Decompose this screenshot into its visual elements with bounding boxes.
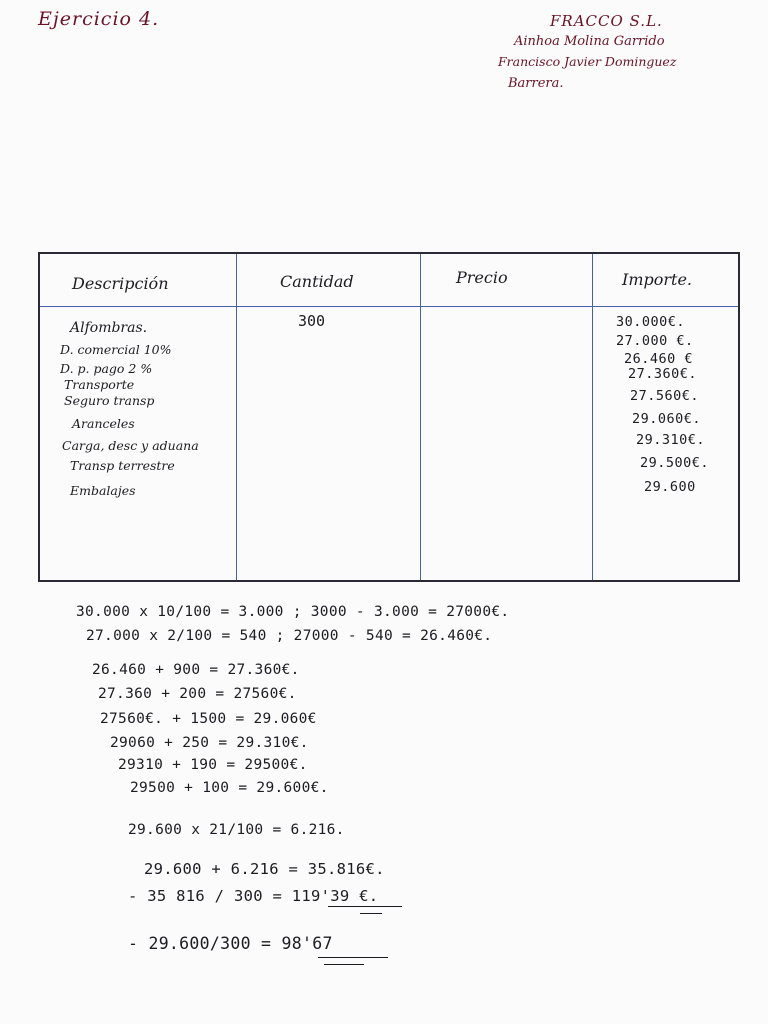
calculation-line: 27.360 + 200 = 27560€. xyxy=(98,686,297,702)
calculation-line: 27560€. + 1500 = 29.060€ xyxy=(100,711,317,727)
quantity-value: 300 xyxy=(298,312,326,330)
header-cantidad: Cantidad xyxy=(280,272,354,291)
importe-value: 29.310€. xyxy=(636,432,706,448)
result-underline xyxy=(318,957,388,958)
calculation-result: - 35 816 / 300 = 119'39 €. xyxy=(128,887,379,905)
importe-value: 27.360€. xyxy=(628,366,698,382)
importe-value: 27.000 €. xyxy=(616,333,694,349)
company-name: FRACCO S.L. xyxy=(550,12,663,30)
calculation-line: 29.600 x 21/100 = 6.216. xyxy=(128,822,345,838)
importe-value: 29.500€. xyxy=(640,455,710,471)
column-divider xyxy=(420,254,421,580)
description-item: Transporte xyxy=(64,377,135,392)
description-item: D. comercial 10% xyxy=(60,342,172,357)
invoice-table xyxy=(38,252,740,582)
author-2: Francisco Javier Dominguez xyxy=(498,54,677,69)
column-divider xyxy=(236,254,237,580)
header-precio: Precio xyxy=(456,268,508,287)
calculation-line: 29060 + 250 = 29.310€. xyxy=(110,735,309,751)
importe-value: 27.560€. xyxy=(630,388,700,404)
calculation-line: 29.600 + 6.216 = 35.816€. xyxy=(144,860,385,878)
description-item: Seguro transp xyxy=(64,393,155,408)
header-importe: Importe. xyxy=(622,270,692,289)
description-item: D. p. pago 2 % xyxy=(60,361,153,376)
importe-value: 26.460 € xyxy=(624,351,694,367)
calculation-result: - 29.600/300 = 98'67 xyxy=(128,934,333,953)
calculation-line: 27.000 x 2/100 = 540 ; 27000 - 540 = 26.460€. xyxy=(86,628,493,644)
importe-value: 30.000€. xyxy=(616,314,686,330)
importe-value: 29.060€. xyxy=(632,411,702,427)
description-item: Alfombras. xyxy=(70,320,148,336)
result-underline xyxy=(360,913,382,914)
column-divider xyxy=(592,254,593,580)
calculation-line: 26.460 + 900 = 27.360€. xyxy=(92,662,300,678)
table-header-divider xyxy=(40,306,738,307)
importe-value: 29.600 xyxy=(644,479,696,495)
calculation-line: 30.000 x 10/100 = 3.000 ; 3000 - 3.000 = 27000€. xyxy=(76,604,510,620)
result-underline xyxy=(324,964,364,965)
exercise-title: Ejercicio 4. xyxy=(38,8,160,30)
calculation-line: 29500 + 100 = 29.600€. xyxy=(130,780,329,796)
description-item: Carga, desc y aduana xyxy=(62,438,199,453)
author-1: Ainhoa Molina Garrido xyxy=(514,34,665,49)
author-3: Barrera. xyxy=(508,76,564,91)
description-item: Embalajes xyxy=(70,483,136,498)
description-item: Transp terrestre xyxy=(70,458,175,473)
result-underline xyxy=(328,906,402,907)
calculation-line: 29310 + 190 = 29500€. xyxy=(118,757,308,773)
description-item: Aranceles xyxy=(72,416,135,431)
header-descripcion: Descripción xyxy=(72,274,169,293)
